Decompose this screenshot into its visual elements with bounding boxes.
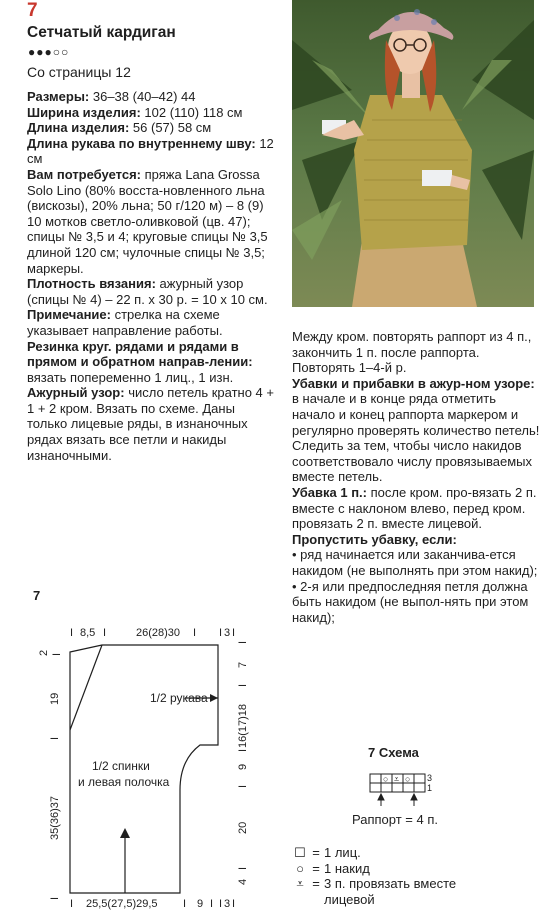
chart-legend (292, 845, 504, 907)
tick-bottom: I (70, 898, 74, 910)
difficulty-filled: ●●● (28, 45, 53, 59)
skip-decrease-heading: Пропустить убавку, если: (292, 531, 457, 547)
sizes-paragraph: Размеры: 36–38 (40–42) 44 (27, 89, 196, 104)
pattern-number: 7 (27, 0, 38, 21)
legend-text: 1 накид (324, 860, 370, 876)
tick-top: I (219, 627, 223, 639)
tick-right: I (237, 866, 249, 870)
dim-top-1: 8,5 (80, 627, 96, 639)
tick-right: I (237, 683, 249, 687)
model-photo-illustration (292, 0, 534, 307)
body-label-1: 1/2 спинки (92, 759, 150, 773)
ribbing-paragraph: Резинка круг. рядами и рядами в прямом и обратном направ-лении: вязать попеременно 1 лиц., 1 изн. (27, 338, 253, 385)
legend-symbol-knit: ☐ (294, 845, 306, 860)
length-paragraph: Длина изделия: 56 (57) 58 см (27, 120, 212, 136)
right-column (292, 329, 540, 625)
dim-left-1: 2 (38, 649, 50, 656)
legend-equals: = (312, 860, 320, 876)
chart-symbol-yarnover: ○ (383, 774, 389, 784)
repeat-arrow-left-head (378, 794, 384, 800)
dim-right-4: 20 (237, 821, 249, 834)
tick-bottom: I (183, 898, 187, 910)
dim-top-3: 3 (224, 627, 231, 639)
repeat-paragraph: Между кром. повторять раппорт из 4 п., закончить 1 п. после раппорта. (292, 329, 532, 360)
chart-symbol-k3tog: ⩡ (394, 774, 400, 784)
tick-bottom: I (210, 898, 214, 910)
legend-equals: = (312, 845, 320, 860)
tick-top: I (232, 627, 236, 639)
garment-schematic (0, 610, 290, 913)
pattern-title: Сетчатый кардиган (27, 24, 176, 41)
note-paragraph: Примечание: стрелка на схеме указывает направление работы. (27, 307, 223, 338)
decrease-paragraph: Убавка 1 п.: после кром. про-вязать 2 п. вместе с наклоном влево, перед кром. провязать 2 п. вместе лицевой. (292, 484, 537, 532)
schema-title: 7 Схема (368, 745, 419, 760)
figure-number: 7 (33, 588, 41, 603)
dim-right-2: 16(17)18 (237, 703, 249, 748)
from-page: Со страницы 12 (27, 64, 131, 80)
chart-cell (381, 783, 392, 792)
dim-top-2: 26(28)30 (136, 627, 181, 639)
materials-paragraph: Вам потребуется: пряжа Lana Grossa Solo Lino (80% восста-новленного льна (вискозы), 20% льна; 50 г/120 м) – 8 (9) 10 мотков светло-оливковой (цв. 47); спицы № 3,5 и 4; круговые спицы № 3,5 длиной 120 см; чулочные спицы № 3,5; маркеры. (27, 166, 268, 276)
chart-cell (370, 774, 381, 783)
model-photo (292, 0, 534, 307)
gauge-paragraph: Плотность вязания: ажурный узор (спицы № 4) – 22 п. х 30 р. = 10 х 10 см. (27, 276, 268, 307)
tick-top: I (103, 627, 107, 639)
legend-symbol-yarnover: ○ (296, 860, 304, 876)
chart-cell (370, 783, 381, 792)
left-column (27, 89, 277, 463)
tick-top: I (70, 627, 74, 639)
legend-item (292, 845, 504, 861)
tick-right: I (237, 784, 249, 788)
legend-text: 3 п. провязать вместе лицевой (324, 876, 457, 907)
repeat-rows-paragraph: Повторять 1–4-й р. (292, 360, 407, 376)
chart-cell (414, 774, 425, 783)
dim-bottom-1: 25,5(27,5)29,5 (86, 898, 158, 910)
legend-text: 1 лиц. (324, 845, 361, 860)
dim-bottom-2: 9 (197, 898, 204, 910)
legend-item (292, 876, 504, 907)
legend-equals: = (312, 876, 320, 891)
chart-row-label: 1 (427, 783, 433, 793)
width-paragraph: Ширина изделия: 102 (110) 118 см (27, 104, 243, 120)
dim-left-3: 35(36)37 (49, 795, 61, 840)
tick-bottom: I (232, 898, 236, 910)
difficulty-empty: ○○ (52, 45, 70, 59)
chart-cell (392, 783, 403, 792)
dim-bottom-3: 3 (224, 898, 231, 910)
tick-left: I (51, 652, 63, 656)
tick-right: I (237, 640, 249, 644)
neckline-line (70, 645, 102, 730)
increases-paragraph: Убавки и прибавки в ажур-ном узоре: в начале и в конце ряда отметить начало и конец раппорта маркером и регулярно проверять количество петель! Следить за тем, чтобы число накидов соответствовало числу провязываемых вместе петель. (292, 375, 540, 485)
skip-rule-2: • 2-я или предпоследняя петля должна быть накидом (не выпол-нять при этом накид); (292, 578, 529, 625)
chart-symbol-yarnover: ○ (405, 774, 411, 784)
tick-bottom: I (219, 898, 223, 910)
lace-pattern-paragraph: Ажурный узор: число петель кратно 4 + 1 + 2 кром. Вязать по схеме. Даны только лицевые ряды, в изнаночных рядах вязать все петли и накиды изнаночными. (27, 385, 274, 463)
dim-right-1: 7 (237, 661, 249, 668)
dim-right-3: 9 (237, 763, 249, 770)
chart-row-label: 3 (427, 773, 433, 783)
repeat-arrow-right-head (411, 794, 417, 800)
dim-right-5: 4 (237, 878, 249, 885)
sleeve-arrow-head (210, 694, 218, 702)
chart-cell (414, 783, 425, 792)
body-label-2: и левая полочка (78, 775, 170, 789)
repeat-label: Раппорт = 4 п. (352, 812, 438, 827)
tick-left: I (49, 896, 61, 900)
difficulty-rating (28, 45, 69, 59)
sleeve-length-paragraph: Длина рукава по внутреннему шву: 12 см (27, 135, 274, 167)
dim-left-2: 19 (49, 692, 61, 705)
tick-right: I (237, 748, 249, 752)
tick-left: I (49, 736, 61, 740)
chart-cell (403, 783, 414, 792)
work-direction-arrow (120, 828, 130, 838)
legend-symbol-k3tog: ⩡ (296, 876, 304, 891)
skip-rule-1: • ряд начинается или заканчива-ется накидом (не выполнять при этом накид); (292, 547, 538, 578)
sleeve-label: 1/2 рукава (150, 691, 208, 705)
legend-item (292, 861, 504, 877)
tick-top: I (193, 627, 197, 639)
